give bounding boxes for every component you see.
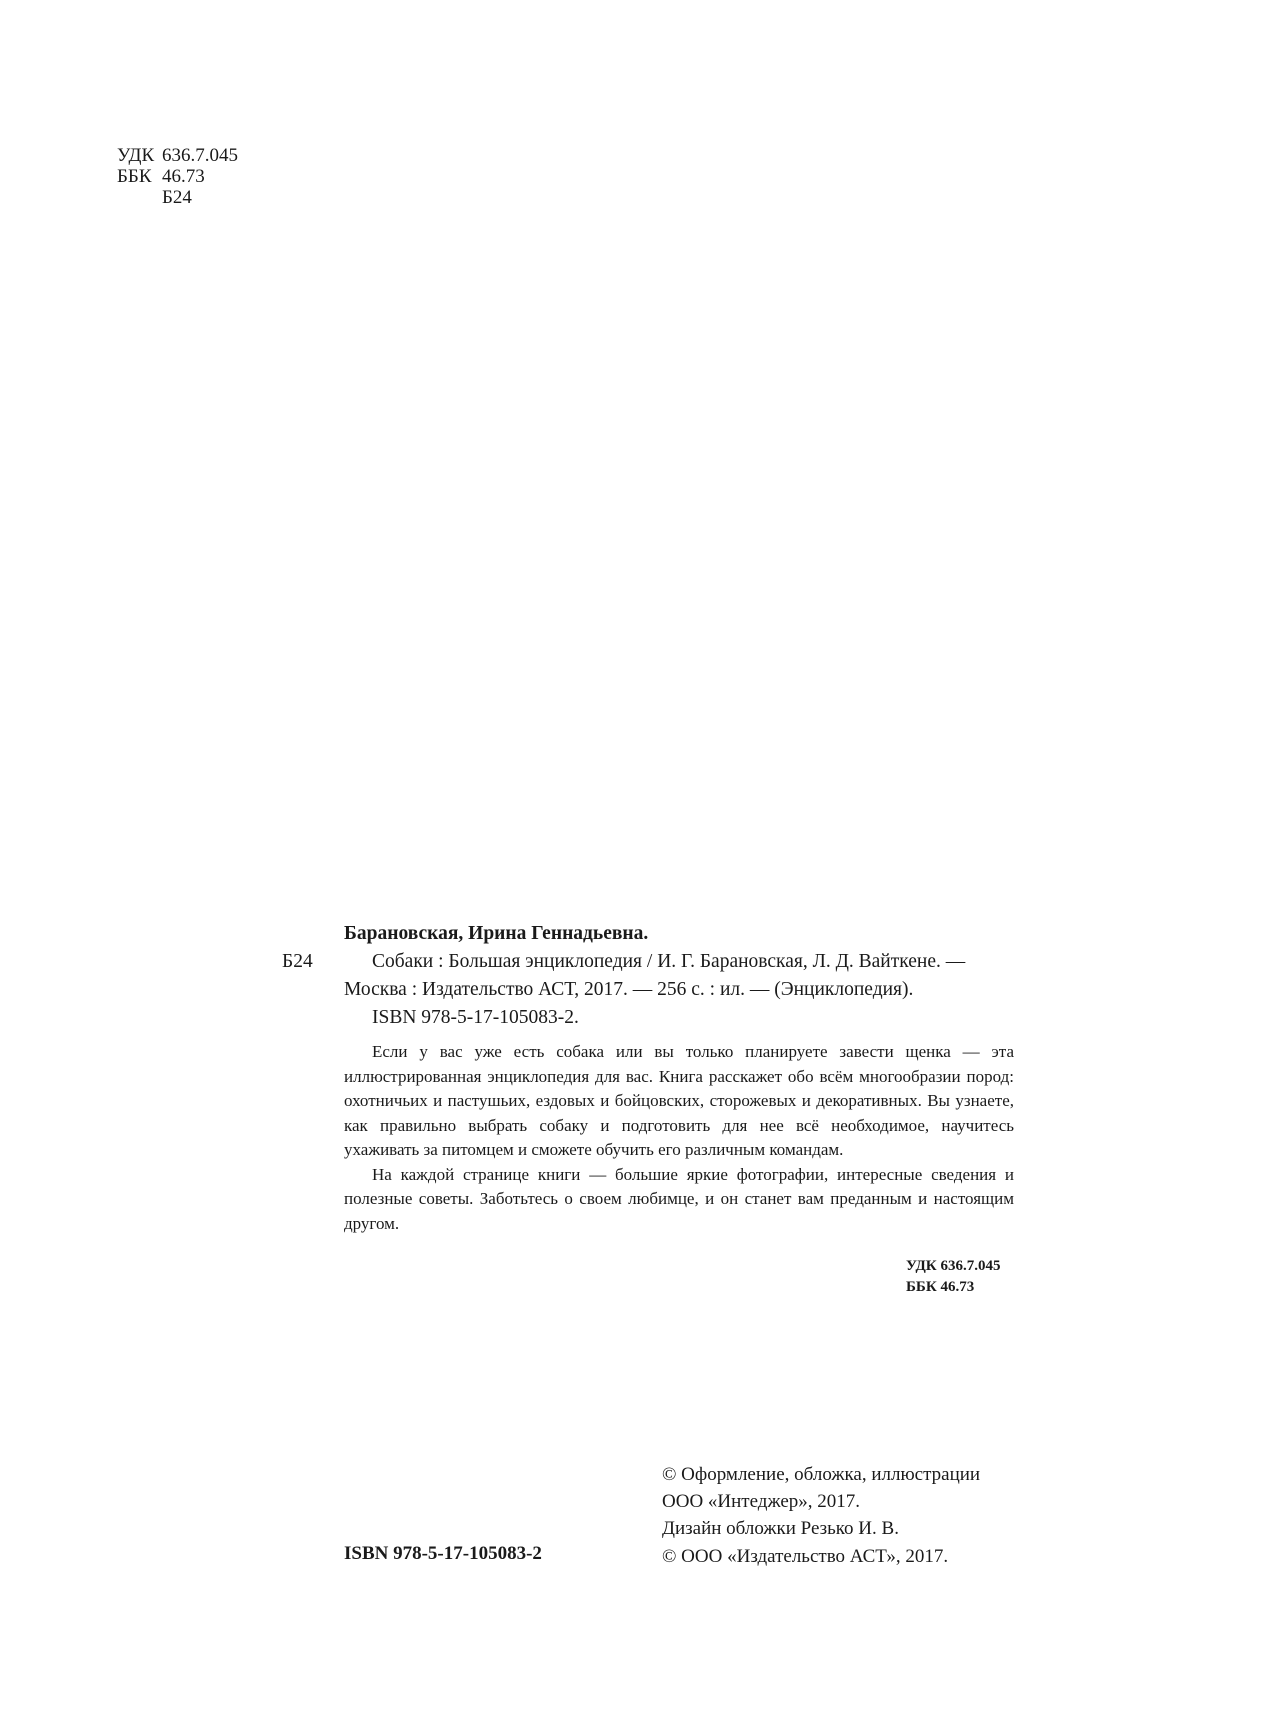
bibliographic-line-2: Москва : Издательство АСТ, 2017. — 256 с. : ил. — (Энциклопедия). — [344, 979, 914, 1000]
bibliographic-isbn: ISBN 978-5-17-105083-2. — [372, 1007, 579, 1028]
annotation-paragraph-1: Если у вас уже есть собака или вы только планируете завести щенка — эта иллюстрированная энциклопедия для вас. Книга расскажет обо всём многообразии пород: охотничьих и пастушьих, ездовых и бойцовских, сторожевых и декоративных. Вы узнаете, как правильно выбрать собаку и подготовить для нее всё необходимое, научитесь ухаживать за питомцем и сможете обучить его различным командам. — [344, 1042, 1014, 1159]
isbn-bottom: ISBN 978-5-17-105083-2 — [344, 1543, 542, 1564]
copyright-line-1: © Оформление, обложка, иллюстрации — [662, 1464, 981, 1485]
copyright-line-2: ООО «Интеджер», 2017. — [662, 1491, 861, 1512]
udk-value: 636.7.045 — [162, 145, 238, 166]
author-mark-left: Б24 — [282, 951, 313, 972]
annotation — [344, 1040, 1014, 1236]
annotation-paragraph-2: На каждой странице книги — большие яркие фотографии, интересные сведения и полезные советы. Заботьтесь о своем любимце, и он станет вам преданным и настоящим другом. — [344, 1164, 1014, 1233]
copyright-line-4: © ООО «Издательство АСТ», 2017. — [662, 1546, 949, 1567]
udk-bottom: УДК 636.7.045 — [906, 1258, 1001, 1274]
bbk-bottom: ББК 46.73 — [906, 1279, 975, 1295]
bbk-value: 46.73 — [162, 166, 205, 187]
bibliographic-heading: Барановская, Ирина Геннадьевна. — [344, 923, 649, 944]
bbk-label: ББК — [117, 166, 152, 187]
classification-top — [117, 145, 277, 215]
copyright-line-3: Дизайн обложки Резько И. В. — [662, 1518, 899, 1539]
author-mark-top: Б24 — [162, 187, 192, 208]
bibliographic-line-1: Собаки : Большая энциклопедия / И. Г. Барановская, Л. Д. Вайткене. — — [372, 951, 966, 972]
udk-label: УДК — [117, 145, 155, 166]
